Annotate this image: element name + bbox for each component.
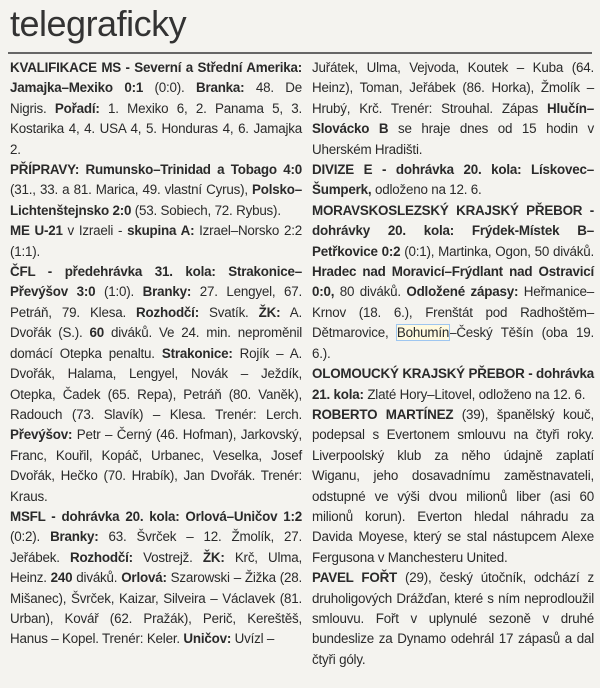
news-bold-text: 240	[50, 570, 73, 586]
news-bold-text: Branka:	[195, 80, 245, 96]
news-text: Rojík – A. Dvořák, Halama, Lengyel, Novák – Ježdík, Otepka, Čadek (65. Repa), Petráň (80. Vaněk), Radouch (73. Slavík) – Klesa. Trenér: Lerch.	[10, 345, 302, 422]
news-bold-text: Branky:	[50, 529, 99, 545]
news-bold-text: ME U-21	[10, 223, 63, 239]
right-column	[312, 58, 594, 670]
news-bold-text: Uničov:	[183, 631, 232, 647]
news-bold-text: Hlučín–Slovácko B	[312, 100, 594, 137]
news-text: A. Dvořák (S.).	[10, 304, 302, 341]
news-text: (0:2).	[10, 529, 51, 545]
news-bold-text: DIVIZE E - dohrávka 20. kola: Lískovec–Šumperk,	[312, 162, 594, 198]
news-text: diváků.	[72, 570, 122, 586]
news-bold-text: ŽK:	[202, 549, 225, 565]
news-text: diváků. Ve 24. min. neproměnil domácí Otepka penaltu.	[10, 325, 302, 361]
news-text: Uvízl –	[231, 631, 275, 647]
news-bold-text: 60	[89, 325, 104, 341]
news-bold-text: Převýšov:	[10, 427, 73, 443]
news-text: (31., 33. a 81. Marica, 49. vlastní Cyrus),	[10, 182, 253, 198]
news-text: 48. De Nigris.	[10, 80, 302, 116]
news-bold-text: Pořadí:	[54, 100, 100, 116]
news-text: Heřmanice–Krnov (18. 6.), Frenštát pod Radhoštěm–Dětmarovice,	[312, 284, 594, 341]
news-bold-text: ŽK:	[258, 304, 281, 320]
news-bold-text: KVALIFIKACE MS - Severní a Střední Amerika: Jamajka–Mexiko 0:1	[10, 60, 302, 96]
news-item	[312, 201, 594, 364]
news-text: Vostrejž.	[132, 549, 203, 565]
news-text: Bohumín	[396, 325, 450, 341]
news-item	[10, 262, 302, 507]
news-bold-text: Rozhodčí:	[136, 304, 199, 320]
news-text: 63. Švrček – 12. Žmolík, 27. Jeřábek.	[10, 529, 303, 565]
news-item	[312, 58, 594, 160]
news-bold-text: MORAVSKOSLEZSKÝ KRAJSKÝ PŘEBOR - dohrávky 20. kola: Frýdek-Místek B–Petřkovice 0:2	[312, 202, 594, 259]
news-bold-text: ČFL - předehrávka 31. kola: Strakonice–Převýšov 3:0	[10, 264, 302, 300]
news-item	[312, 364, 594, 405]
news-text: Petr – Černý (46. Hofman), Jarkovský, Franc, Kouřil, Kopáč, Urbanec, Veselka, Josef Dvořák, Hečko (70. Hrabík), Jan Dvořák. Trenér: Kraus.	[10, 427, 302, 504]
section-title: telegraficky	[10, 3, 187, 44]
news-text: Szarowski – Žižka (28. Mišanec), Švrček, Kaizar, Silveira – Václavek (81. Urban), Kovář (62. Pražák), Perič, Kereštěš, Hanus – Kopel. Trenér: Keler.	[10, 570, 302, 647]
news-text: Izrael–Norsko 2:2 (1:1).	[10, 223, 302, 259]
news-bold-text: OLOMOUCKÝ KRAJSKÝ PŘEBOR - dohrávka 21. kola:	[312, 366, 594, 402]
news-text: 1. Mexiko 6, 2. Panama 5, 3. Kostarika 4, 4. USA 4, 5. Honduras 4, 6. Jamajka 2.	[10, 100, 302, 157]
news-text: 80 diváků.	[334, 284, 407, 300]
news-bold-text: Branky:	[142, 284, 192, 300]
news-text: odloženo na 12. 6.	[371, 182, 482, 198]
news-bold-text: ROBERTO MARTÍNEZ	[312, 406, 454, 422]
news-text: se hraje dnes od 15 hodin v Uherském Hradišti.	[312, 121, 594, 157]
news-text: (0:0).	[143, 80, 196, 96]
news-bold-text: skupina A:	[127, 223, 195, 239]
news-bold-text: Strakonice:	[161, 345, 233, 361]
news-bold-text: Rozhodčí:	[69, 549, 133, 565]
left-column	[10, 58, 302, 650]
news-bold-text: Orlová:	[121, 570, 167, 586]
news-text: Zlaté Hory–Litovel, odloženo na 12. 6.	[363, 386, 586, 402]
news-bold-text: PŘÍPRAVY: Rumunsko–Trinidad a Tobago 4:0	[10, 162, 302, 178]
news-text: 27. Lengyel, 67. Petráň, 79. Klesa.	[10, 284, 302, 320]
news-text: v Izraeli -	[62, 223, 128, 239]
news-text: (53. Sobiech, 72. Rybus).	[131, 202, 281, 218]
news-item	[10, 160, 302, 221]
news-bold-text: MSFL - dohrávka 20. kola: Orlová–Uničov 1:2	[10, 508, 302, 524]
news-text: Krč, Ulma, Heinz.	[10, 549, 303, 586]
news-text: –Český Těšín (oba 19. 6.).	[312, 325, 595, 361]
news-item	[312, 568, 594, 670]
news-text: (0:1), Martinka, Ogon, 50 diváků.	[400, 243, 594, 259]
title-divider	[8, 52, 592, 54]
news-text: (39), španělský kouč, podepsal s Evertonem smlouvu na čtyři roky. Liverpoolský klub za něho údajně zaplatí Wiganu, jeho dosavadnímu zaměstnavateli, odstupné ve výši dvou milionů liber (asi 60 milionů korun). Everton hledal náhradu za Davida Moyese, který se stal nástupcem Alexe Fergusona v Manchesteru United.	[312, 406, 594, 565]
news-bold-text: Hradec nad Moravicí–Frýdlant nad Ostravicí 0:0,	[312, 264, 594, 300]
news-item	[312, 405, 594, 568]
news-item	[10, 507, 302, 650]
news-text: Juřátek, Ulma, Vejvoda, Koutek – Kuba (64. Heinz), Toman, Jeřábek (86. Horka), Žmolík – Hrubý, Krč. Trenér: Strouhal. Zápas	[312, 60, 594, 116]
news-text: (1:0).	[95, 284, 143, 300]
news-bold-text: PAVEL FOŘT	[312, 570, 398, 586]
news-item	[312, 160, 594, 201]
news-text: (29), český útočník, odchází z druholigových Drážďan, které s ním neprodloužil smlouvu. Fořt v uplynulé sezoně v druhé bundeslize za Dynamo odehrál 17 zápasů a dal čtyři góly.	[312, 570, 594, 667]
news-text: Svatík.	[198, 304, 259, 320]
news-item	[10, 58, 302, 160]
news-item	[10, 221, 302, 262]
news-bold-text: Polsko–Lichtenštejnsko 2:0	[10, 182, 302, 218]
news-bold-text: Odložené zápasy:	[406, 284, 519, 300]
